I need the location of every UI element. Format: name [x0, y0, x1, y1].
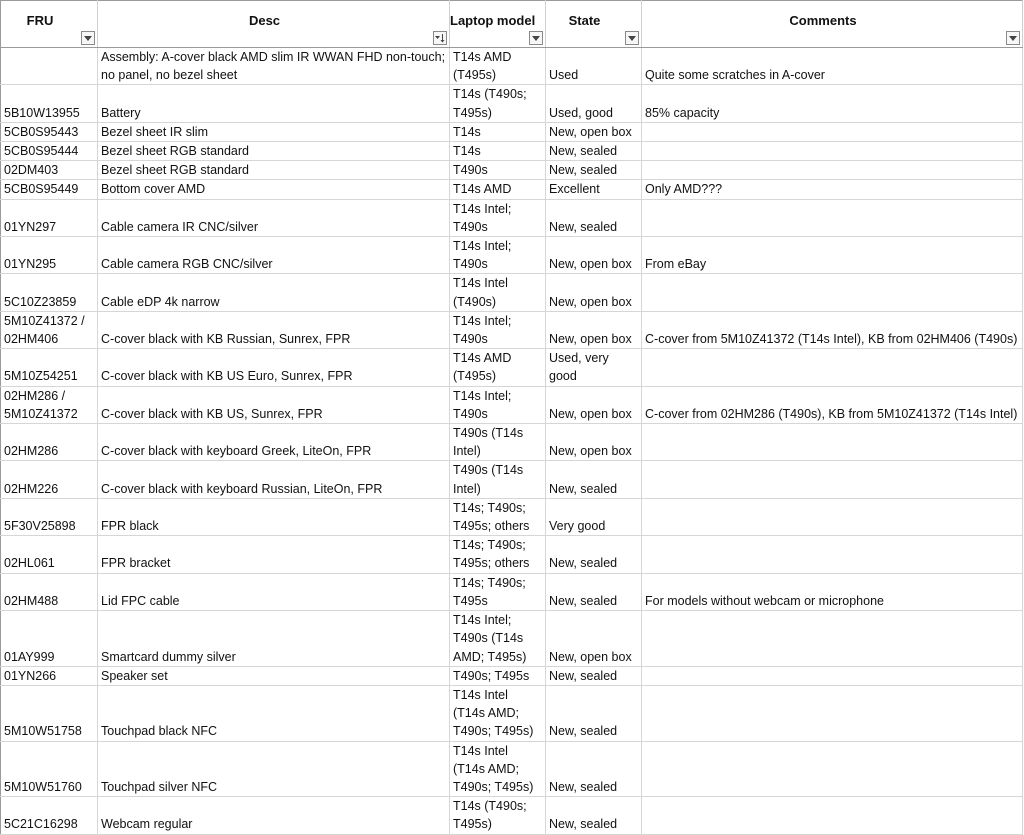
chevron-down-icon [532, 36, 540, 41]
cell-state[interactable]: New, open box [546, 424, 642, 461]
table-row [1, 199, 1023, 236]
cell-state[interactable]: Very good [546, 498, 642, 535]
cell-model[interactable]: T14s AMD [450, 180, 546, 199]
cell-desc[interactable]: Bezel sheet RGB standard [98, 161, 450, 180]
cell-state[interactable]: New, sealed [546, 536, 642, 573]
cell-fru[interactable]: 02HM226 [1, 461, 98, 498]
table-row [1, 386, 1023, 423]
cell-desc[interactable]: Touchpad silver NFC [98, 741, 450, 797]
filter-dropdown-fru[interactable] [81, 31, 95, 45]
cell-fru[interactable]: 01YN297 [1, 199, 98, 236]
cell-comments[interactable] [642, 461, 1023, 498]
cell-desc[interactable]: Bottom cover AMD [98, 180, 450, 199]
cell-desc[interactable]: Speaker set [98, 666, 450, 685]
table-row [1, 685, 1023, 741]
cell-state[interactable]: New, sealed [546, 666, 642, 685]
cell-desc[interactable]: C-cover black with KB US, Sunrex, FPR [98, 386, 450, 423]
cell-state[interactable]: New, open box [546, 274, 642, 311]
cell-comments[interactable]: For models without webcam or microphone [642, 573, 1023, 610]
cell-desc[interactable]: Smartcard dummy silver [98, 611, 450, 667]
cell-model[interactable]: T14s; T490s; T495s; others [450, 498, 546, 535]
cell-desc[interactable]: Bezel sheet IR slim [98, 122, 450, 141]
cell-model[interactable]: T490s; T495s [450, 666, 546, 685]
table-row [1, 536, 1023, 573]
header-model-label: Laptop model [450, 12, 536, 28]
cell-state[interactable]: Used, very good [546, 349, 642, 386]
cell-desc[interactable]: Cable camera IR CNC/silver [98, 199, 450, 236]
cell-model[interactable]: T14s Intel; T490s (T14s AMD; T495s) [450, 611, 546, 667]
cell-desc[interactable]: C-cover black with keyboard Russian, LiteOn, FPR [98, 461, 450, 498]
sort-filter-dropdown-desc[interactable] [433, 31, 447, 45]
cell-comments[interactable]: C-cover from 02HM286 (T490s), KB from 5M10Z41372 (T14s Intel) [642, 386, 1023, 423]
cell-comments[interactable] [642, 797, 1023, 834]
filter-dropdown-comments[interactable] [1006, 31, 1020, 45]
cell-fru[interactable]: 5M10Z41372 / 02HM406 [1, 311, 98, 348]
cell-fru[interactable]: 5B10W13955 [1, 85, 98, 122]
cell-fru[interactable]: 5M10W51758 [1, 685, 98, 741]
table-row [1, 797, 1023, 834]
cell-desc[interactable]: Webcam regular [98, 797, 450, 834]
cell-comments[interactable] [642, 349, 1023, 386]
header-comments-label: Comments [789, 12, 857, 28]
cell-fru[interactable]: 02HM488 [1, 573, 98, 610]
cell-fru[interactable]: 02HM286 / 5M10Z41372 [1, 386, 98, 423]
filter-dropdown-state[interactable] [625, 31, 639, 45]
cell-model[interactable]: T14s; T490s; T495s [450, 573, 546, 610]
cell-comments[interactable]: Only AMD??? [642, 180, 1023, 199]
cell-state[interactable]: New, sealed [546, 573, 642, 610]
cell-fru[interactable]: 02DM403 [1, 161, 98, 180]
cell-comments[interactable] [642, 161, 1023, 180]
cell-fru[interactable]: 5CB0S95444 [1, 142, 98, 161]
cell-desc[interactable]: Cable camera RGB CNC/silver [98, 237, 450, 274]
cell-comments[interactable]: Quite some scratches in A-cover [642, 48, 1023, 85]
cell-model[interactable]: T490s (T14s Intel) [450, 424, 546, 461]
cell-state[interactable]: New, sealed [546, 142, 642, 161]
chevron-down-icon [1009, 36, 1017, 41]
table-row [1, 741, 1023, 797]
header-model [450, 1, 546, 48]
cell-state[interactable]: New, open box [546, 611, 642, 667]
cell-comments[interactable] [642, 741, 1023, 797]
table-row [1, 161, 1023, 180]
cell-model[interactable]: T14s AMD (T495s) [450, 349, 546, 386]
cell-desc[interactable]: FPR bracket [98, 536, 450, 573]
cell-state[interactable]: New, open box [546, 311, 642, 348]
table-row [1, 237, 1023, 274]
cell-desc[interactable]: Cable eDP 4k narrow [98, 274, 450, 311]
cell-model[interactable]: T490s (T14s Intel) [450, 461, 546, 498]
cell-state[interactable]: New, sealed [546, 741, 642, 797]
cell-desc[interactable]: Bezel sheet RGB standard [98, 142, 450, 161]
filter-dropdown-model[interactable] [529, 31, 543, 45]
cell-comments[interactable]: From eBay [642, 237, 1023, 274]
cell-fru[interactable]: 5C10Z23859 [1, 274, 98, 311]
cell-comments[interactable] [642, 666, 1023, 685]
cell-comments[interactable] [642, 685, 1023, 741]
table-row [1, 142, 1023, 161]
table-row [1, 85, 1023, 122]
cell-fru[interactable] [1, 48, 98, 85]
cell-desc[interactable]: C-cover black with KB Russian, Sunrex, FPR [98, 311, 450, 348]
cell-state[interactable]: Used [546, 48, 642, 85]
table-row [1, 461, 1023, 498]
cell-model[interactable]: T14s Intel; T490s [450, 386, 546, 423]
cell-state[interactable]: New, sealed [546, 161, 642, 180]
cell-state[interactable]: New, sealed [546, 461, 642, 498]
cell-fru[interactable]: 5CB0S95449 [1, 180, 98, 199]
cell-model[interactable]: T14s; T490s; T495s; others [450, 536, 546, 573]
cell-model[interactable]: T14s [450, 122, 546, 141]
cell-model[interactable]: T14s Intel (T490s) [450, 274, 546, 311]
cell-desc[interactable]: FPR black [98, 498, 450, 535]
cell-model[interactable]: T14s Intel (T14s AMD; T490s; T495s) [450, 741, 546, 797]
cell-fru[interactable]: 5C21C16298 [1, 797, 98, 834]
table-row [1, 666, 1023, 685]
cell-desc[interactable]: Assembly: A-cover black AMD slim IR WWAN FHD non-touch; no panel, no bezel sheet [98, 48, 450, 85]
cell-model[interactable]: T14s Intel; T490s [450, 311, 546, 348]
cell-fru[interactable]: 01YN295 [1, 237, 98, 274]
table-row [1, 311, 1023, 348]
table-row [1, 122, 1023, 141]
cell-comments[interactable]: C-cover from 5M10Z41372 (T14s Intel), KB from 02HM406 (T490s) [642, 311, 1023, 348]
cell-comments[interactable] [642, 498, 1023, 535]
table-row [1, 48, 1023, 85]
cell-comments[interactable]: 85% capacity [642, 85, 1023, 122]
cell-desc[interactable]: Lid FPC cable [98, 573, 450, 610]
table-row [1, 498, 1023, 535]
cell-state[interactable]: New, sealed [546, 685, 642, 741]
cell-comments[interactable] [642, 536, 1023, 573]
header-desc-label: Desc [248, 12, 281, 28]
cell-comments[interactable] [642, 274, 1023, 311]
cell-comments[interactable] [642, 122, 1023, 141]
cell-comments[interactable] [642, 424, 1023, 461]
table-row [1, 349, 1023, 386]
cell-fru[interactable]: 5M10Z54251 [1, 349, 98, 386]
cell-desc[interactable]: Touchpad black NFC [98, 685, 450, 741]
cell-model[interactable]: T14s [450, 142, 546, 161]
header-fru [1, 1, 98, 48]
cell-model[interactable]: T14s (T490s; T495s) [450, 797, 546, 834]
header-state-label: State [568, 12, 601, 28]
chevron-down-icon [628, 36, 636, 41]
table-row [1, 180, 1023, 199]
table-row [1, 424, 1023, 461]
cell-state[interactable]: New, sealed [546, 797, 642, 834]
cell-comments[interactable] [642, 142, 1023, 161]
cell-fru[interactable]: 01AY999 [1, 611, 98, 667]
cell-state[interactable]: New, open box [546, 122, 642, 141]
table-row [1, 274, 1023, 311]
cell-model[interactable]: T14s Intel; T490s [450, 237, 546, 274]
sort-ascending-icon [435, 33, 445, 43]
cell-comments[interactable] [642, 199, 1023, 236]
cell-state[interactable]: New, sealed [546, 199, 642, 236]
header-fru-label: FRU [26, 12, 54, 28]
cell-model[interactable]: T14s Intel; T490s [450, 199, 546, 236]
cell-model[interactable]: T14s Intel (T14s AMD; T490s; T495s) [450, 685, 546, 741]
cell-fru[interactable]: 5F30V25898 [1, 498, 98, 535]
cell-comments[interactable] [642, 611, 1023, 667]
header-state [546, 1, 642, 48]
table-row [1, 573, 1023, 610]
cell-desc[interactable]: C-cover black with KB US Euro, Sunrex, FPR [98, 349, 450, 386]
cell-model[interactable]: T490s [450, 161, 546, 180]
cell-desc[interactable]: C-cover black with keyboard Greek, LiteOn, FPR [98, 424, 450, 461]
cell-fru[interactable]: 5M10W51760 [1, 741, 98, 797]
cell-fru[interactable]: 01YN266 [1, 666, 98, 685]
cell-state[interactable]: New, open box [546, 237, 642, 274]
header-row [1, 1, 1023, 48]
cell-model[interactable]: T14s AMD (T495s) [450, 48, 546, 85]
cell-state[interactable]: Excellent [546, 180, 642, 199]
cell-fru[interactable]: 02HM286 [1, 424, 98, 461]
cell-fru[interactable]: 02HL061 [1, 536, 98, 573]
cell-state[interactable]: New, open box [546, 386, 642, 423]
cell-state[interactable]: Used, good [546, 85, 642, 122]
table-row [1, 611, 1023, 667]
header-desc [98, 1, 450, 48]
cell-fru[interactable]: 5CB0S95443 [1, 122, 98, 141]
cell-desc[interactable]: Battery [98, 85, 450, 122]
cell-model[interactable]: T14s (T490s; T495s) [450, 85, 546, 122]
chevron-down-icon [84, 36, 92, 41]
header-comments [642, 1, 1023, 48]
